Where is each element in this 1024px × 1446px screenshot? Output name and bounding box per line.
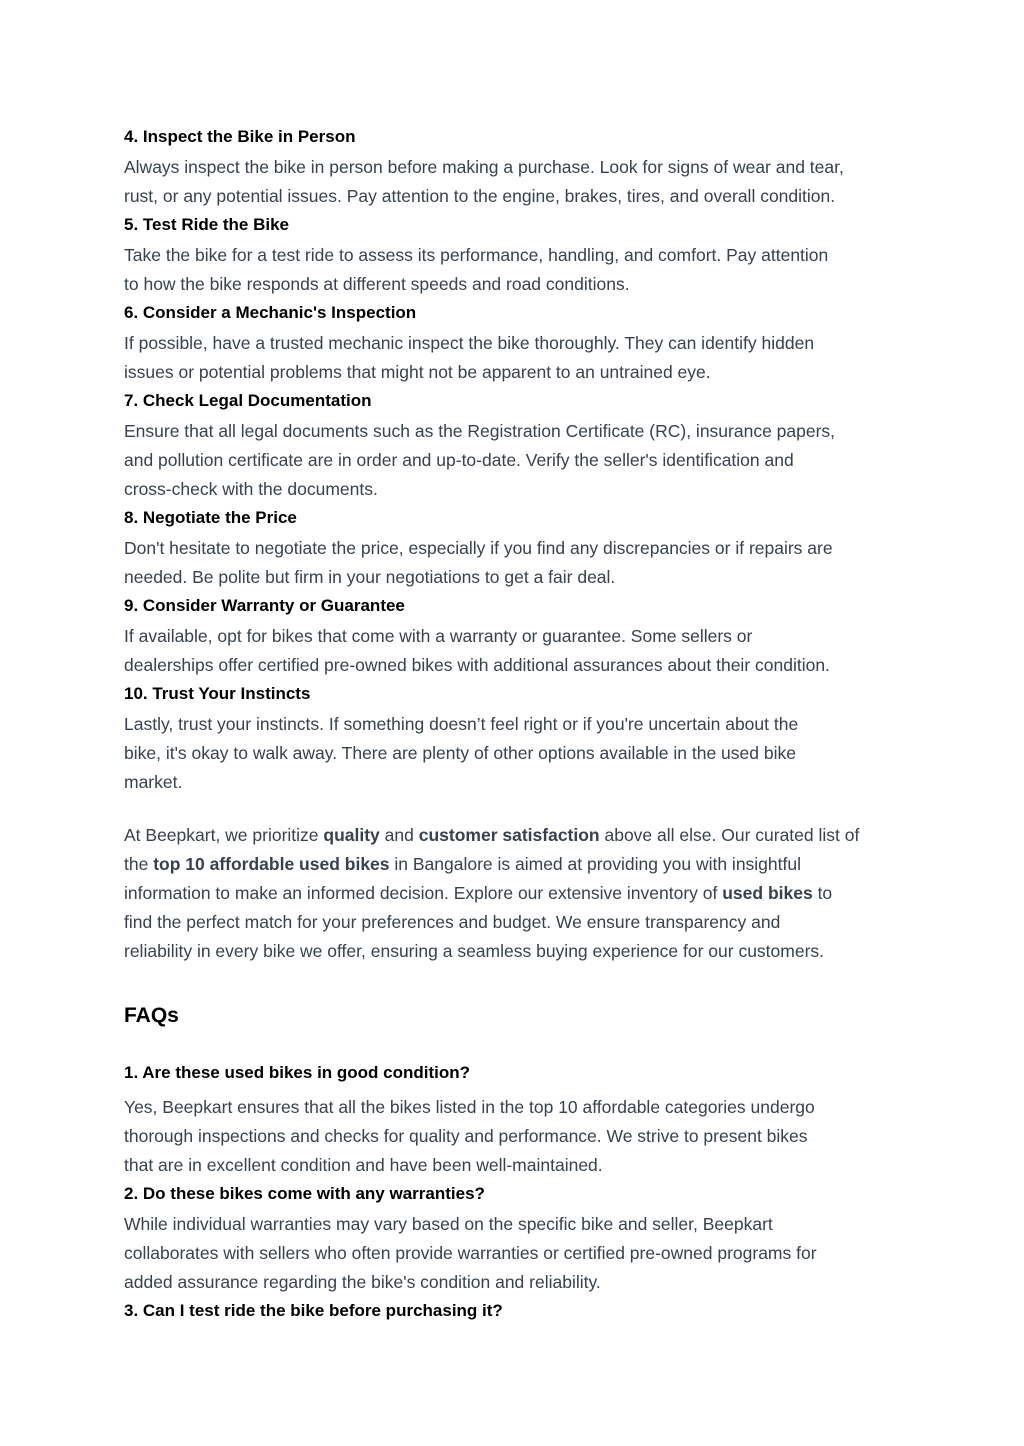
text-line: that are in excellent condition and have been well-maintained. xyxy=(124,1155,603,1175)
text-run: and xyxy=(379,825,419,845)
tip-heading: 6. Consider a Mechanic's Inspection xyxy=(124,303,417,322)
faqs-title: FAQs xyxy=(124,1004,179,1027)
tip-body xyxy=(124,417,914,504)
bold-text: used bikes xyxy=(722,883,813,903)
bold-text: customer satisfaction xyxy=(418,825,600,845)
text-line xyxy=(124,850,914,879)
text-line: find the perfect match for your preferences and budget. We ensure transparency and xyxy=(124,912,781,932)
text-line: issues or potential problems that might not be apparent to an untrained eye. xyxy=(124,362,711,382)
text-line: Yes, Beepkart ensures that all the bikes listed in the top 10 affordable categories undergo xyxy=(124,1097,815,1117)
tip-heading: 8. Negotiate the Price xyxy=(124,508,297,527)
text-line: If available, opt for bikes that come with a warranty or guarantee. Some sellers or xyxy=(124,626,753,646)
bold-text: top 10 affordable used bikes xyxy=(153,854,390,874)
text-run: in Bangalore is aimed at providing you with insightful xyxy=(389,854,801,874)
text-line: While individual warranties may vary based on the specific bike and seller, Beepkart xyxy=(124,1214,773,1234)
text-line: bike, it's okay to walk away. There are plenty of other options available in the used bike xyxy=(124,743,796,763)
text-line: Don't hesitate to negotiate the price, especially if you find any discrepancies or if repairs are xyxy=(124,538,833,558)
text-line xyxy=(124,821,914,850)
text-line xyxy=(124,879,914,908)
text-line: Take the bike for a test ride to assess its performance, handling, and comfort. Pay attention xyxy=(124,245,829,265)
text-line: collaborates with sellers who often provide warranties or certified pre-owned programs for xyxy=(124,1243,817,1263)
tip-heading: 7. Check Legal Documentation xyxy=(124,391,372,410)
document-page xyxy=(124,124,914,1327)
tip-body xyxy=(124,534,914,592)
faq-answer xyxy=(124,1210,914,1297)
text-line: rust, or any potential issues. Pay attention to the engine, brakes, tires, and overall condition. xyxy=(124,186,836,206)
text-line: to how the bike responds at different speeds and road conditions. xyxy=(124,274,630,294)
faq-question: 1. Are these used bikes in good condition? xyxy=(124,1063,471,1082)
text-line: thorough inspections and checks for quality and performance. We strive to present bikes xyxy=(124,1126,808,1146)
tip-heading: 5. Test Ride the Bike xyxy=(124,215,290,234)
text-line: added assurance regarding the bike's condition and reliability. xyxy=(124,1272,601,1292)
text-run: above all else. Our curated list of xyxy=(599,825,860,845)
text-line: If possible, have a trusted mechanic inspect the bike thoroughly. They can identify hidden xyxy=(124,333,815,353)
faq-question: 2. Do these bikes come with any warranties? xyxy=(124,1184,485,1203)
tip-body xyxy=(124,622,914,680)
text-line: Ensure that all legal documents such as the Registration Certificate (RC), insurance papers, xyxy=(124,421,836,441)
text-line: Always inspect the bike in person before making a purchase. Look for signs of wear and tear, xyxy=(124,157,844,177)
tip-body xyxy=(124,153,914,211)
tip-heading: 9. Consider Warranty or Guarantee xyxy=(124,596,405,615)
tip-body xyxy=(124,710,914,797)
faq-question: 3. Can I test ride the bike before purchasing it? xyxy=(124,1301,503,1320)
text-line: Lastly, trust your instincts. If something doesn’t feel right or if you're uncertain about the xyxy=(124,714,799,734)
tip-body xyxy=(124,329,914,387)
text-line: and pollution certificate are in order and up-to-date. Verify the seller's identification and xyxy=(124,450,794,470)
text-run: the xyxy=(124,854,154,874)
text-run: At Beepkart, we prioritize xyxy=(124,825,324,845)
text-run: to xyxy=(812,883,833,903)
text-run: information to make an informed decision. Explore our extensive inventory of xyxy=(124,883,723,903)
text-line: dealerships offer certified pre-owned bikes with additional assurances about their condition. xyxy=(124,655,830,675)
text-line: reliability in every bike we offer, ensuring a seamless buying experience for our customers. xyxy=(124,941,825,961)
tip-body xyxy=(124,241,914,299)
faq-answer xyxy=(124,1093,914,1180)
bold-text: quality xyxy=(323,825,380,845)
text-line: market. xyxy=(124,772,183,792)
text-line: needed. Be polite but firm in your negotiations to get a fair deal. xyxy=(124,567,616,587)
closing-paragraph xyxy=(124,821,914,966)
text-line: cross-check with the documents. xyxy=(124,479,378,499)
tip-heading: 4. Inspect the Bike in Person xyxy=(124,127,356,146)
tip-heading: 10. Trust Your Instincts xyxy=(124,684,311,703)
